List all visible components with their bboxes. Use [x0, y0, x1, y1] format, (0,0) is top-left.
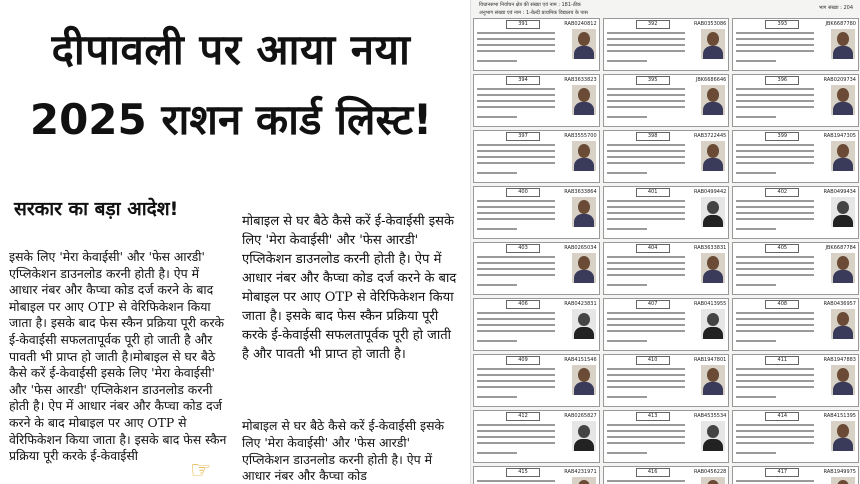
voter-card [603, 242, 730, 295]
voter-card [473, 74, 600, 127]
text-line [607, 100, 685, 102]
serial-number: 403 [506, 244, 540, 253]
text-line [736, 318, 814, 320]
card-id: RAB4151546 [564, 357, 597, 363]
serial-number: 400 [506, 188, 540, 197]
text-line [607, 162, 685, 164]
serial-number: 407 [636, 300, 670, 309]
text-line [736, 172, 776, 174]
serial-number: 396 [765, 76, 799, 85]
text-line [477, 162, 555, 164]
person-photo [572, 253, 596, 283]
text-line [477, 116, 517, 118]
text-line [477, 50, 555, 52]
serial-number: 415 [506, 468, 540, 477]
text-line [477, 396, 517, 398]
card-id: RAB3633864 [564, 189, 597, 195]
text-line [607, 144, 685, 146]
serial-number: 406 [506, 300, 540, 309]
text-line [736, 268, 814, 270]
person-photo [701, 309, 725, 339]
text-line [607, 396, 647, 398]
card-id: RAB0423831 [564, 301, 597, 307]
text-line [607, 150, 685, 152]
text-line [736, 150, 814, 152]
text-line [736, 44, 814, 46]
text-line [736, 396, 776, 398]
text-line [607, 284, 647, 286]
text-line [607, 116, 647, 118]
article-paragraph: इसके लिए 'मेरा केवाईसी' और 'फेस आरडी' एप्लिकेशन डाउनलोड करनी होती है। ऐप में आधार नंबर और कैप्चा कोड दर्ज करने के बाद मोबाइल पर आए OTP से वेरिफिकेशन किया जाता है। इसके बाद फेस स्कैन प्रक्रिया पूरी करके ई-केवाईसी सफलतापूर्वक पूरी हो जाती है और पावती भी प्राप्त हो जाती है।मोबाइल से घर बैठे कैसे करें ई-केवाईसी इसके लिए 'मेरा केवाईसी' और 'फेस आरडी' एप्लिकेशन डाउनलोड करनी होती है। ऐप में आधार नंबर और कैप्चा कोड दर्ज करने के बाद मोबाइल पर आए OTP से वेरिफिकेशन किया जाता है। इसके बाद फेस स्कैन प्रक्रिया पूरी करके ई-केवाईसी [9, 249, 227, 464]
text-line [477, 324, 555, 326]
text-line [607, 380, 685, 382]
text-line [607, 256, 685, 258]
serial-number: 408 [765, 300, 799, 309]
person-photo [831, 85, 855, 115]
text-line [607, 386, 685, 388]
text-line [477, 312, 555, 314]
card-id: RAB1947801 [693, 357, 727, 363]
person-photo [572, 477, 596, 484]
text-line [736, 144, 814, 146]
person-photo [572, 197, 596, 227]
text-line [607, 442, 685, 444]
serial-number: 411 [765, 356, 799, 365]
serial-number: 398 [636, 132, 670, 141]
card-id: RAB0499442 [693, 189, 727, 195]
text-line [477, 284, 517, 286]
text-line [736, 436, 814, 438]
text-line [477, 156, 555, 158]
text-line [736, 312, 814, 314]
person-photo [701, 141, 725, 171]
text-line [477, 256, 555, 258]
constituency-line: विधानसभा निर्वाचन क्षेत्र की संख्या एवं नाम : 181-ठीक [479, 2, 581, 8]
text-line [607, 318, 685, 320]
card-id: RAB0265827 [564, 413, 597, 419]
card-id: RAB0456228 [693, 469, 727, 475]
voter-card [473, 186, 600, 239]
text-line [477, 106, 555, 108]
voter-card [732, 410, 859, 463]
text-line [736, 256, 814, 258]
serial-number: 417 [765, 468, 799, 477]
text-line [477, 436, 555, 438]
person-photo [831, 309, 855, 339]
card-id: RAB4535534 [693, 413, 727, 419]
text-line [607, 436, 685, 438]
card-id: RAB0353086 [693, 21, 727, 27]
card-id: RAB1947883 [823, 357, 856, 363]
text-line [607, 106, 685, 108]
text-line [477, 424, 555, 426]
text-line [607, 430, 685, 432]
person-photo [701, 365, 725, 395]
text-line [607, 32, 685, 34]
article-paragraph: मोबाइल से घर बैठे कैसे करें ई-केवाईसी इसके लिए 'मेरा केवाईसी' और 'फेस आरडी' एप्लिकेशन डाउनलोड करनी होती है। ऐप में आधार नंबर और कैप्चा कोड [242, 418, 445, 484]
text-line [736, 262, 814, 264]
voter-card-grid [473, 18, 859, 484]
text-line [607, 424, 685, 426]
person-photo [831, 253, 855, 283]
person-photo [572, 309, 596, 339]
card-id: RAB0240812 [564, 21, 597, 27]
text-line [736, 156, 814, 158]
text-line [477, 228, 517, 230]
text-line [736, 94, 814, 96]
serial-number: 412 [506, 412, 540, 421]
card-id: RAB0265034 [564, 245, 597, 251]
serial-number: 405 [765, 244, 799, 253]
voter-card [603, 354, 730, 407]
text-line [607, 156, 685, 158]
card-id: RAB4151395 [823, 413, 856, 419]
voter-card [473, 466, 600, 484]
text-line [477, 218, 555, 220]
headline-line-1: दीपावली पर आया नया [51, 25, 411, 74]
card-id: JBK6687780 [825, 21, 856, 27]
text-line [477, 374, 555, 376]
voter-card [603, 74, 730, 127]
text-line [736, 340, 776, 342]
text-line [736, 430, 814, 432]
voter-card [603, 130, 730, 183]
serial-number: 394 [506, 76, 540, 85]
voter-card [732, 74, 859, 127]
text-line [477, 100, 555, 102]
text-line [477, 386, 555, 388]
text-line [477, 206, 555, 208]
text-line [736, 324, 814, 326]
text-line [477, 430, 555, 432]
text-line [607, 94, 685, 96]
text-line [477, 32, 555, 34]
person-photo [831, 477, 855, 484]
text-line [477, 144, 555, 146]
document-header [473, 1, 859, 19]
text-line [607, 38, 685, 40]
voter-card [603, 410, 730, 463]
card-id: RAB3722445 [693, 133, 727, 139]
text-line [736, 452, 776, 454]
card-id: RAB1947305 [823, 133, 856, 139]
voter-card [603, 298, 730, 351]
text-line [477, 340, 517, 342]
text-line [607, 218, 685, 220]
ration-list-document [470, 0, 860, 484]
person-photo [831, 29, 855, 59]
person-photo [701, 477, 725, 484]
text-line [477, 268, 555, 270]
person-photo [701, 253, 725, 283]
serial-number: 392 [636, 20, 670, 29]
text-line [607, 268, 685, 270]
text-line [477, 330, 555, 332]
voter-card [603, 466, 730, 484]
voter-card [732, 18, 859, 71]
article-column-right-top [242, 212, 457, 364]
serial-number: 414 [765, 412, 799, 421]
text-line [477, 274, 555, 276]
voter-card [732, 354, 859, 407]
text-line [736, 206, 814, 208]
text-line [607, 50, 685, 52]
text-line [477, 480, 555, 482]
text-line [607, 212, 685, 214]
text-line [736, 330, 814, 332]
text-line [607, 172, 647, 174]
person-photo [572, 365, 596, 395]
text-line [736, 386, 814, 388]
voter-card [732, 298, 859, 351]
person-photo [831, 365, 855, 395]
serial-number: 401 [636, 188, 670, 197]
card-id: RAB4231971 [564, 469, 597, 475]
voter-card [473, 18, 600, 71]
text-line [477, 368, 555, 370]
text-line [477, 38, 555, 40]
voter-card [732, 466, 859, 484]
text-line [736, 100, 814, 102]
card-id: RAB0209734 [823, 77, 856, 83]
voter-card [603, 186, 730, 239]
text-line [736, 284, 776, 286]
text-line [736, 88, 814, 90]
card-id: RAB1949975 [823, 469, 856, 475]
serial-number: 413 [636, 412, 670, 421]
text-line [736, 374, 814, 376]
serial-number: 409 [506, 356, 540, 365]
text-line [607, 262, 685, 264]
text-line [736, 32, 814, 34]
text-line [736, 228, 776, 230]
text-line [736, 200, 814, 202]
card-id: RAB0499434 [823, 189, 856, 195]
article-column-left [9, 249, 231, 484]
text-line [607, 206, 685, 208]
text-line [607, 374, 685, 376]
card-id: RAB0436957 [823, 301, 856, 307]
text-line [477, 262, 555, 264]
text-line [477, 318, 555, 320]
card-id: JBK6687784 [825, 245, 856, 251]
text-line [736, 116, 776, 118]
text-line [607, 368, 685, 370]
text-line [736, 368, 814, 370]
text-line [607, 274, 685, 276]
text-line [477, 452, 517, 454]
card-id: RAB3633831 [693, 245, 727, 251]
person-photo [572, 29, 596, 59]
person-photo [572, 85, 596, 115]
person-photo [701, 85, 725, 115]
text-line [607, 60, 647, 62]
text-line [736, 50, 814, 52]
text-line [736, 106, 814, 108]
text-line [607, 324, 685, 326]
serial-number: 393 [765, 20, 799, 29]
text-line [607, 452, 647, 454]
text-line [607, 88, 685, 90]
voter-card [473, 410, 600, 463]
text-line [736, 218, 814, 220]
voter-card [732, 130, 859, 183]
text-line [736, 60, 776, 62]
serial-number: 416 [636, 468, 670, 477]
text-line [477, 88, 555, 90]
hand-pointer-icon: ☞ [190, 456, 212, 484]
text-line [736, 274, 814, 276]
voter-card [732, 242, 859, 295]
article-paragraph: मोबाइल से घर बैठे कैसे करें ई-केवाईसी इसके लिए 'मेरा केवाईसी' और 'फेस आरडी' एप्लिकेशन डाउनलोड करनी होती है। ऐप में आधार नंबर और कैप्चा कोड दर्ज करने के बाद मोबाइल पर आए OTP से वेरिफिकेशन किया जाता है। इसके बाद फेस स्कैन प्रक्रिया पूरी करके ई-केवाईसी सफलतापूर्वक पूरी हो जाती है और पावती भी प्राप्त हो जाती है। [242, 214, 457, 362]
person-photo [701, 197, 725, 227]
voter-card [473, 242, 600, 295]
text-line [607, 480, 685, 482]
person-photo [831, 421, 855, 451]
section-line: अनुभाग संख्या एवं नाम : 1-बेल्दी प्राथमिक विद्यालय के पास [479, 10, 588, 16]
text-line [607, 228, 647, 230]
text-line [736, 212, 814, 214]
headline-line-2: 2025 राशन कार्ड लिस्ट! [29, 95, 433, 144]
subheading: सरकार का बड़ा आदेश! [14, 198, 179, 220]
serial-number: 395 [636, 76, 670, 85]
text-line [477, 442, 555, 444]
card-id: RAB3633823 [564, 77, 597, 83]
text-line [736, 38, 814, 40]
person-photo [701, 29, 725, 59]
text-line [477, 172, 517, 174]
text-line [736, 424, 814, 426]
text-line [477, 150, 555, 152]
serial-number: 397 [506, 132, 540, 141]
serial-number: 391 [506, 20, 540, 29]
page-number: भाग संख्या : 204 [818, 5, 853, 11]
voter-card [732, 186, 859, 239]
voter-card [473, 354, 600, 407]
card-id: RAB3555700 [564, 133, 597, 139]
text-line [736, 480, 814, 482]
text-line [607, 340, 647, 342]
text-line [736, 380, 814, 382]
serial-number: 402 [765, 188, 799, 197]
voter-card [473, 298, 600, 351]
text-line [477, 60, 517, 62]
text-line [607, 44, 685, 46]
text-line [736, 442, 814, 444]
person-photo [572, 141, 596, 171]
serial-number: 399 [765, 132, 799, 141]
serial-number: 410 [636, 356, 670, 365]
person-photo [831, 197, 855, 227]
person-photo [831, 141, 855, 171]
text-line [477, 200, 555, 202]
text-line [477, 380, 555, 382]
text-line [736, 162, 814, 164]
card-id: RAB0413955 [693, 301, 727, 307]
text-line [607, 312, 685, 314]
serial-number: 404 [636, 244, 670, 253]
person-photo [572, 421, 596, 451]
voter-card [603, 18, 730, 71]
text-line [477, 212, 555, 214]
person-photo [701, 421, 725, 451]
text-line [477, 94, 555, 96]
card-id: JBK6686646 [695, 77, 727, 83]
voter-card [473, 130, 600, 183]
text-line [607, 200, 685, 202]
text-line [477, 44, 555, 46]
article-column-right-bottom [242, 418, 457, 484]
text-line [607, 330, 685, 332]
